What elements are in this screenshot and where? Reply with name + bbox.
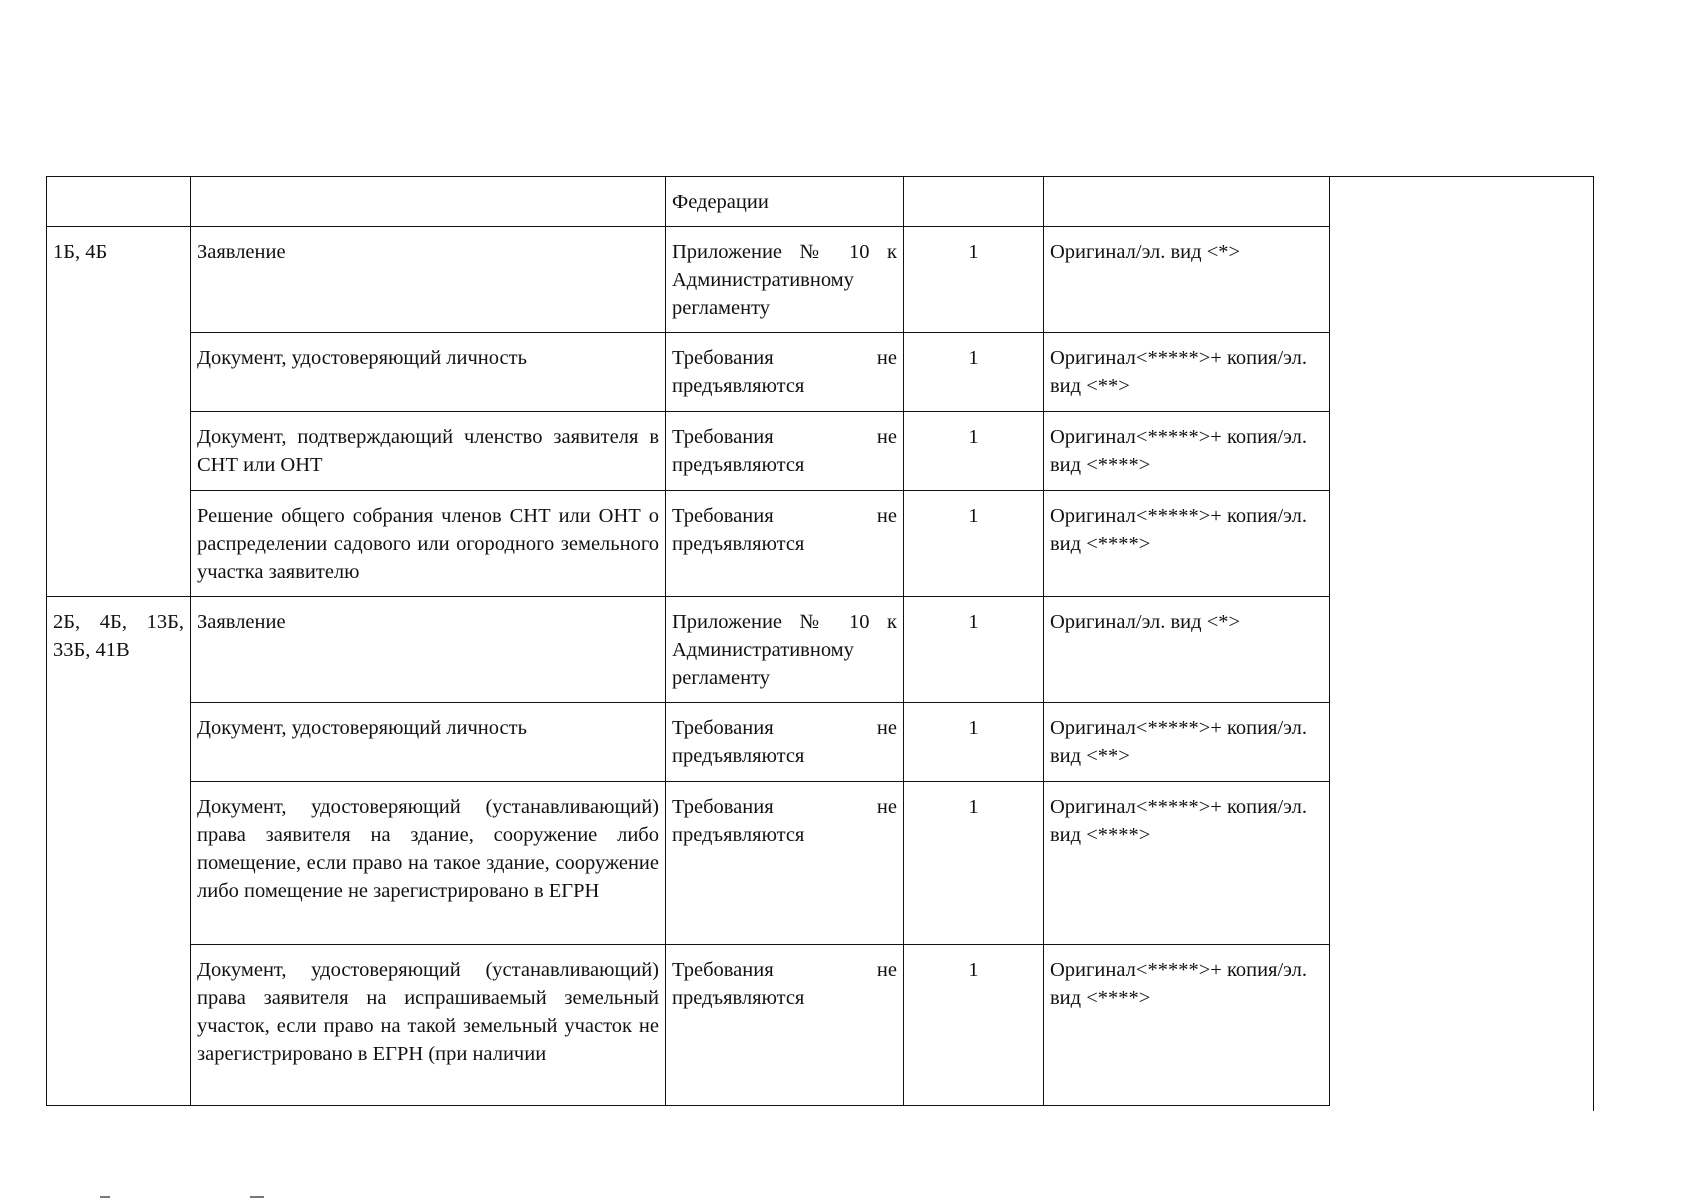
form-cell: Оригинал<*****>+ копия/эл. вид <**> [1044, 703, 1330, 782]
basis-rest: предъявляются [672, 533, 805, 555]
basis-cell: Федерации [666, 177, 904, 227]
document-cell: Решение общего собрания членов СНТ или ОНТ о распределении садового или огородного земельного участка заявителю [191, 491, 666, 597]
document-cell: Заявление [191, 227, 666, 333]
table-row [47, 703, 1330, 782]
document-cell: Документ, подтверждающий членство заявителя в СНТ или ОНТ [191, 412, 666, 491]
outer-frame-top-line [1329, 176, 1594, 177]
table-row [47, 227, 1330, 333]
table-row [47, 412, 1330, 491]
qty-cell: 1 [904, 782, 1044, 945]
basis-rest: предъявляются [672, 454, 805, 476]
basis-cell [666, 333, 904, 412]
basis-word: не [876, 717, 897, 739]
codes-cell: 2Б, 4Б, 13Б, 33Б, 41В [47, 597, 191, 1106]
basis-cell: Приложение № 10 к Административному регламенту [666, 227, 904, 333]
qty-cell: 1 [904, 597, 1044, 703]
table-row [47, 333, 1330, 412]
outer-frame-right-line [1593, 176, 1594, 1111]
form-cell: Оригинал/эл. вид <*> [1044, 597, 1330, 703]
scan-mark [100, 1196, 110, 1198]
form-cell: Оригинал/эл. вид <*> [1044, 227, 1330, 333]
codes-cell: 1Б, 4Б [47, 227, 191, 597]
form-cell [1044, 177, 1330, 227]
qty-cell: 1 [904, 703, 1044, 782]
basis-word: не [876, 796, 897, 818]
qty-cell: 1 [904, 491, 1044, 597]
form-cell: Оригинал<*****>+ копия/эл. вид <****> [1044, 782, 1330, 945]
basis-cell [666, 945, 904, 1106]
qty-cell: 1 [904, 333, 1044, 412]
basis-word: Требования [672, 505, 774, 527]
form-cell: Оригинал<*****>+ копия/эл. вид <****> [1044, 491, 1330, 597]
table-row [47, 945, 1330, 1106]
form-cell: Оригинал<*****>+ копия/эл. вид <****> [1044, 412, 1330, 491]
scan-mark [250, 1196, 264, 1198]
codes-cell [47, 177, 191, 227]
basis-cell [666, 412, 904, 491]
documents-table [46, 176, 1330, 1106]
qty-cell: 1 [904, 412, 1044, 491]
basis-rest: предъявляются [672, 375, 805, 397]
basis-rest: предъявляются [672, 745, 805, 767]
form-cell: Оригинал<*****>+ копия/эл. вид <****> [1044, 945, 1330, 1106]
document-cell: Документ, удостоверяющий (устанавливающий) права заявителя на испрашиваемый земельный участок, если право на такой земельный участок не зарегистрировано в ЕГРН (при наличии [191, 945, 666, 1106]
qty-cell: 1 [904, 227, 1044, 333]
table-row [47, 177, 1330, 227]
document-cell [191, 177, 666, 227]
qty-cell [904, 177, 1044, 227]
basis-cell: Приложение № 10 к Административному регламенту [666, 597, 904, 703]
qty-cell: 1 [904, 945, 1044, 1106]
document-cell: Документ, удостоверяющий личность [191, 333, 666, 412]
basis-rest: предъявляются [672, 987, 805, 1009]
document-cell: Заявление [191, 597, 666, 703]
basis-word: Требования [672, 717, 774, 739]
document-cell: Документ, удостоверяющий (устанавливающий) права заявителя на здание, сооружение либо помещение, если право на такое здание, сооружение либо помещение не зарегистрировано в ЕГРН [191, 782, 666, 945]
basis-word: не [876, 505, 897, 527]
basis-rest: предъявляются [672, 824, 805, 846]
table-row [47, 491, 1330, 597]
form-cell: Оригинал<*****>+ копия/эл. вид <**> [1044, 333, 1330, 412]
basis-word: не [876, 959, 897, 981]
basis-word: не [876, 347, 897, 369]
document-cell: Документ, удостоверяющий личность [191, 703, 666, 782]
basis-word: Требования [672, 426, 774, 448]
basis-cell [666, 491, 904, 597]
basis-word: не [876, 426, 897, 448]
table-row [47, 597, 1330, 703]
table-row [47, 782, 1330, 945]
basis-word: Требования [672, 959, 774, 981]
basis-cell [666, 703, 904, 782]
basis-cell [666, 782, 904, 945]
basis-word: Требования [672, 796, 774, 818]
basis-word: Требования [672, 347, 774, 369]
